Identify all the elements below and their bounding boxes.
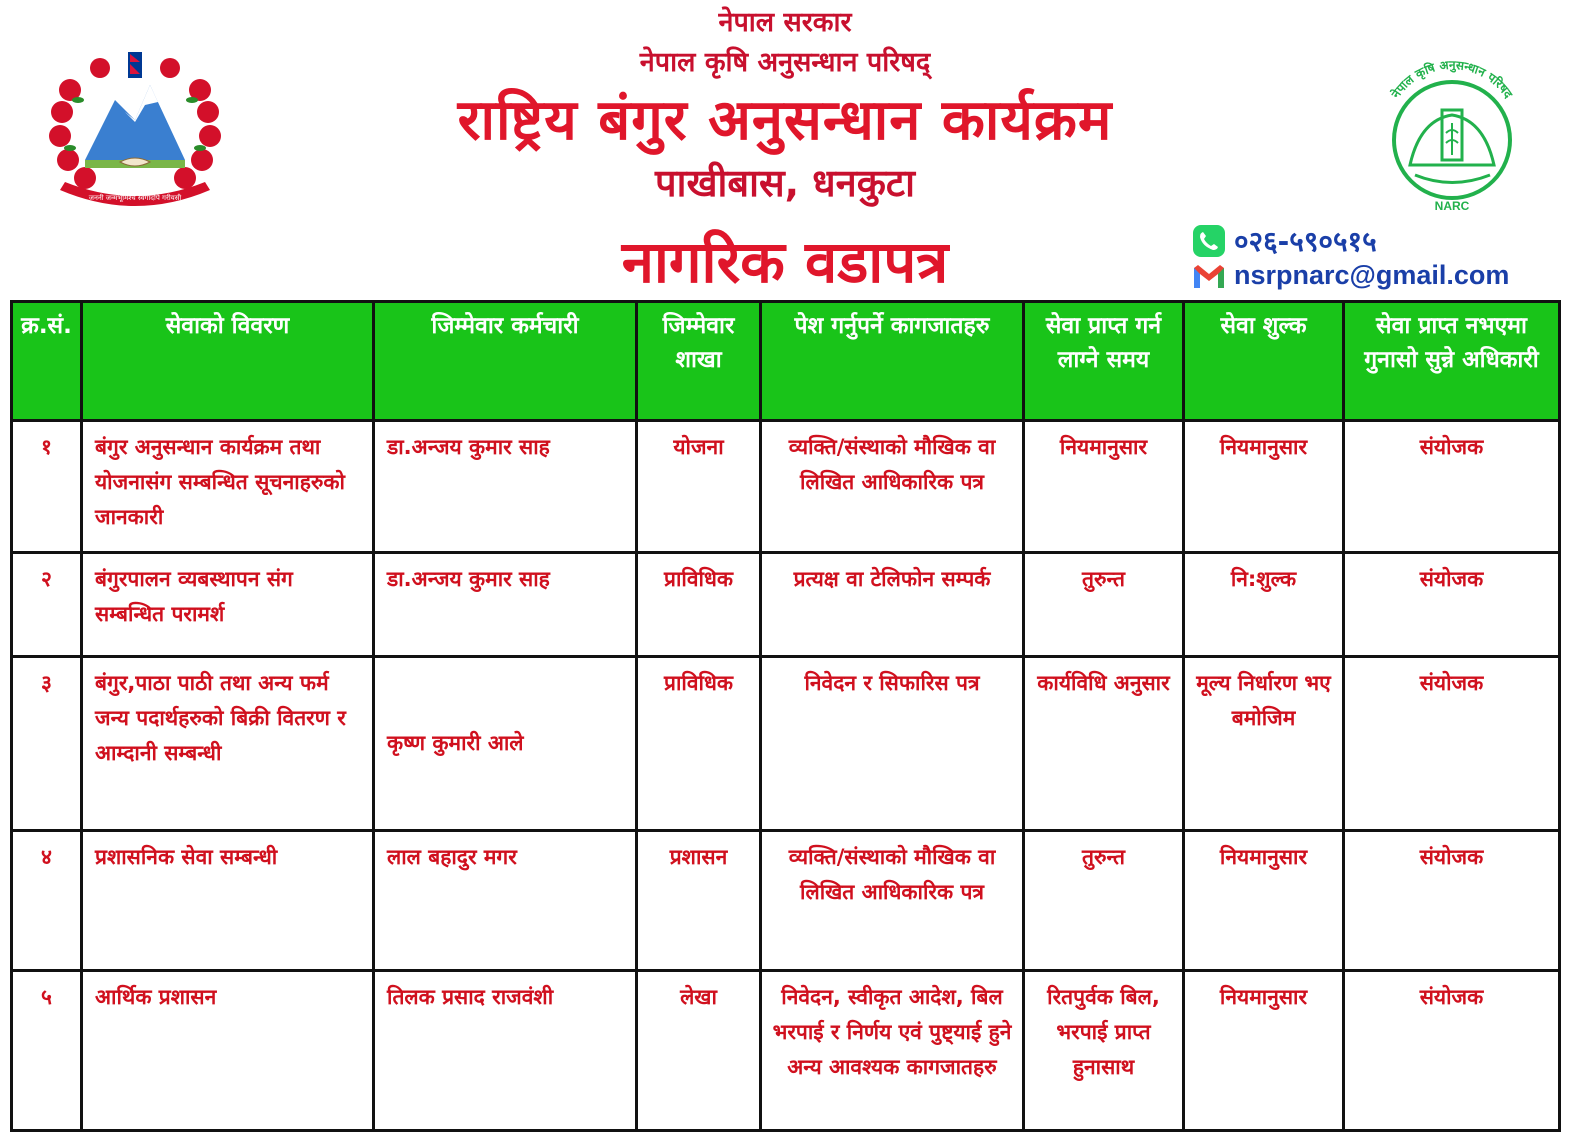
cell-fee: मूल्य निर्धारण भए बमोजिम <box>1184 657 1344 831</box>
cell-fee: नि:शुल्क <box>1184 553 1344 657</box>
cell-fee: नियमानुसार <box>1184 421 1344 553</box>
office-location: पाखीबास, धनकुटा <box>655 161 915 205</box>
cell-officer: संयोजक <box>1344 831 1560 971</box>
cell-branch: प्रशासन <box>637 831 761 971</box>
cell-officer: संयोजक <box>1344 553 1560 657</box>
cell-branch: प्राविधिक <box>637 657 761 831</box>
phone-icon <box>1192 224 1226 258</box>
council-title: नेपाल कृषि अनुसन्धान परिषद् <box>639 47 931 78</box>
cell-staff: डा.अन्जय कुमार साह <box>374 421 637 553</box>
cell-fee: नियमानुसार <box>1184 831 1344 971</box>
cell-sn: ५ <box>12 971 82 1131</box>
table-row <box>12 831 1560 971</box>
citizen-charter-table <box>10 300 1561 1132</box>
cell-documents: प्रत्यक्ष वा टेलिफोन सम्पर्क <box>761 553 1024 657</box>
cell-time: तुरुन्त <box>1024 553 1184 657</box>
cell-documents: निवेदन र सिफारिस पत्र <box>761 657 1024 831</box>
cell-staff: तिलक प्रसाद राजवंशी <box>374 971 637 1131</box>
emblem-motto: जननी जन्मभूमिश्च स्वर्गादपि गरीयसी <box>88 194 182 202</box>
cell-officer: संयोजक <box>1344 971 1560 1131</box>
table-row <box>12 971 1560 1131</box>
cell-time: रितपुर्वक बिल, भरपाई प्राप्त हुनासाथ <box>1024 971 1184 1131</box>
col-header-fee: सेवा शुल्क <box>1184 302 1344 421</box>
col-header-documents: पेश गर्नुपर्ने कागजातहरु <box>761 302 1024 421</box>
cell-fee: नियमानुसार <box>1184 971 1344 1131</box>
gmail-icon <box>1192 262 1226 290</box>
cell-branch: लेखा <box>637 971 761 1131</box>
cell-sn: ३ <box>12 657 82 831</box>
cell-documents: व्यक्ति/संस्थाको मौखिक वा लिखित आधिकारिक पत्र <box>761 831 1024 971</box>
cell-staff: कृष्ण कुमारी आले <box>374 657 637 831</box>
cell-sn: १ <box>12 421 82 553</box>
cell-service: बंगुरपालन व्यबस्थापन संग सम्बन्धित परामर्श <box>82 553 374 657</box>
cell-service: प्रशासनिक सेवा सम्बन्धी <box>82 831 374 971</box>
cell-sn: २ <box>12 553 82 657</box>
col-header-officer: सेवा प्राप्त नभएमा गुनासो सुन्ने अधिकारी <box>1344 302 1560 421</box>
cell-documents: निवेदन, स्वीकृत आदेश, बिल भरपाई र निर्णय एवं पुष्ट्याई हुने अन्य आवश्यक कागजातहरु <box>761 971 1024 1131</box>
col-header-branch: जिम्मेवार शाखा <box>637 302 761 421</box>
phone-contact[interactable] <box>1192 222 1377 260</box>
narc-logo <box>1370 45 1535 215</box>
cell-officer: संयोजक <box>1344 657 1560 831</box>
table-header-row <box>12 302 1560 421</box>
cell-service: बंगुर,पाठा पाठी तथा अन्य फर्म जन्य पदार्थहरुको बिक्री वितरण र आम्दानी सम्बन्धी <box>82 657 374 831</box>
email-contact[interactable] <box>1192 260 1509 291</box>
col-header-staff: जिम्मेवार कर्मचारी <box>374 302 637 421</box>
svg-text:नेपाल कृषि अनुसन्धान परिषद <box>1388 58 1516 102</box>
phone-number[interactable]: ०२६-५९०५१५ <box>1234 225 1377 258</box>
program-title: राष्ट्रिय बंगुर अनुसन्धान कार्यक्रम <box>457 88 1113 153</box>
cell-branch: प्राविधिक <box>637 553 761 657</box>
table-row <box>12 657 1560 831</box>
cell-time: कार्यविधि अनुसार <box>1024 657 1184 831</box>
narc-logo-text: नेपाल कृषि अनुसन्धान परिषद <box>1388 57 1516 101</box>
cell-time: नियमानुसार <box>1024 421 1184 553</box>
cell-sn: ४ <box>12 831 82 971</box>
cell-service: आर्थिक प्रशासन <box>82 971 374 1131</box>
table-row <box>12 421 1560 553</box>
col-header-sn: क्र.सं. <box>12 302 82 421</box>
cell-staff: लाल बहादुर मगर <box>374 831 637 971</box>
table-row <box>12 553 1560 657</box>
col-header-service: सेवाको विवरण <box>82 302 374 421</box>
cell-officer: संयोजक <box>1344 421 1560 553</box>
government-title: नेपाल सरकार <box>718 7 852 38</box>
narc-label: NARC <box>1434 199 1470 213</box>
cell-documents: व्यक्ति/संस्थाको मौखिक वा लिखित आधिकारिक पत्र <box>761 421 1024 553</box>
cell-time: तुरुन्त <box>1024 831 1184 971</box>
email-address[interactable]: nsrpnarc@gmail.com <box>1234 260 1510 290</box>
cell-branch: योजना <box>637 421 761 553</box>
cell-staff: डा.अन्जय कुमार साह <box>374 553 637 657</box>
col-header-time: सेवा प्राप्त गर्न लाग्ने समय <box>1024 302 1184 421</box>
page-title: नागरिक वडापत्र <box>621 228 949 296</box>
cell-service: बंगुर अनुसन्धान कार्यक्रम तथा योजनासंग सम्बन्धित सूचनाहरुको जानकारी <box>82 421 374 553</box>
